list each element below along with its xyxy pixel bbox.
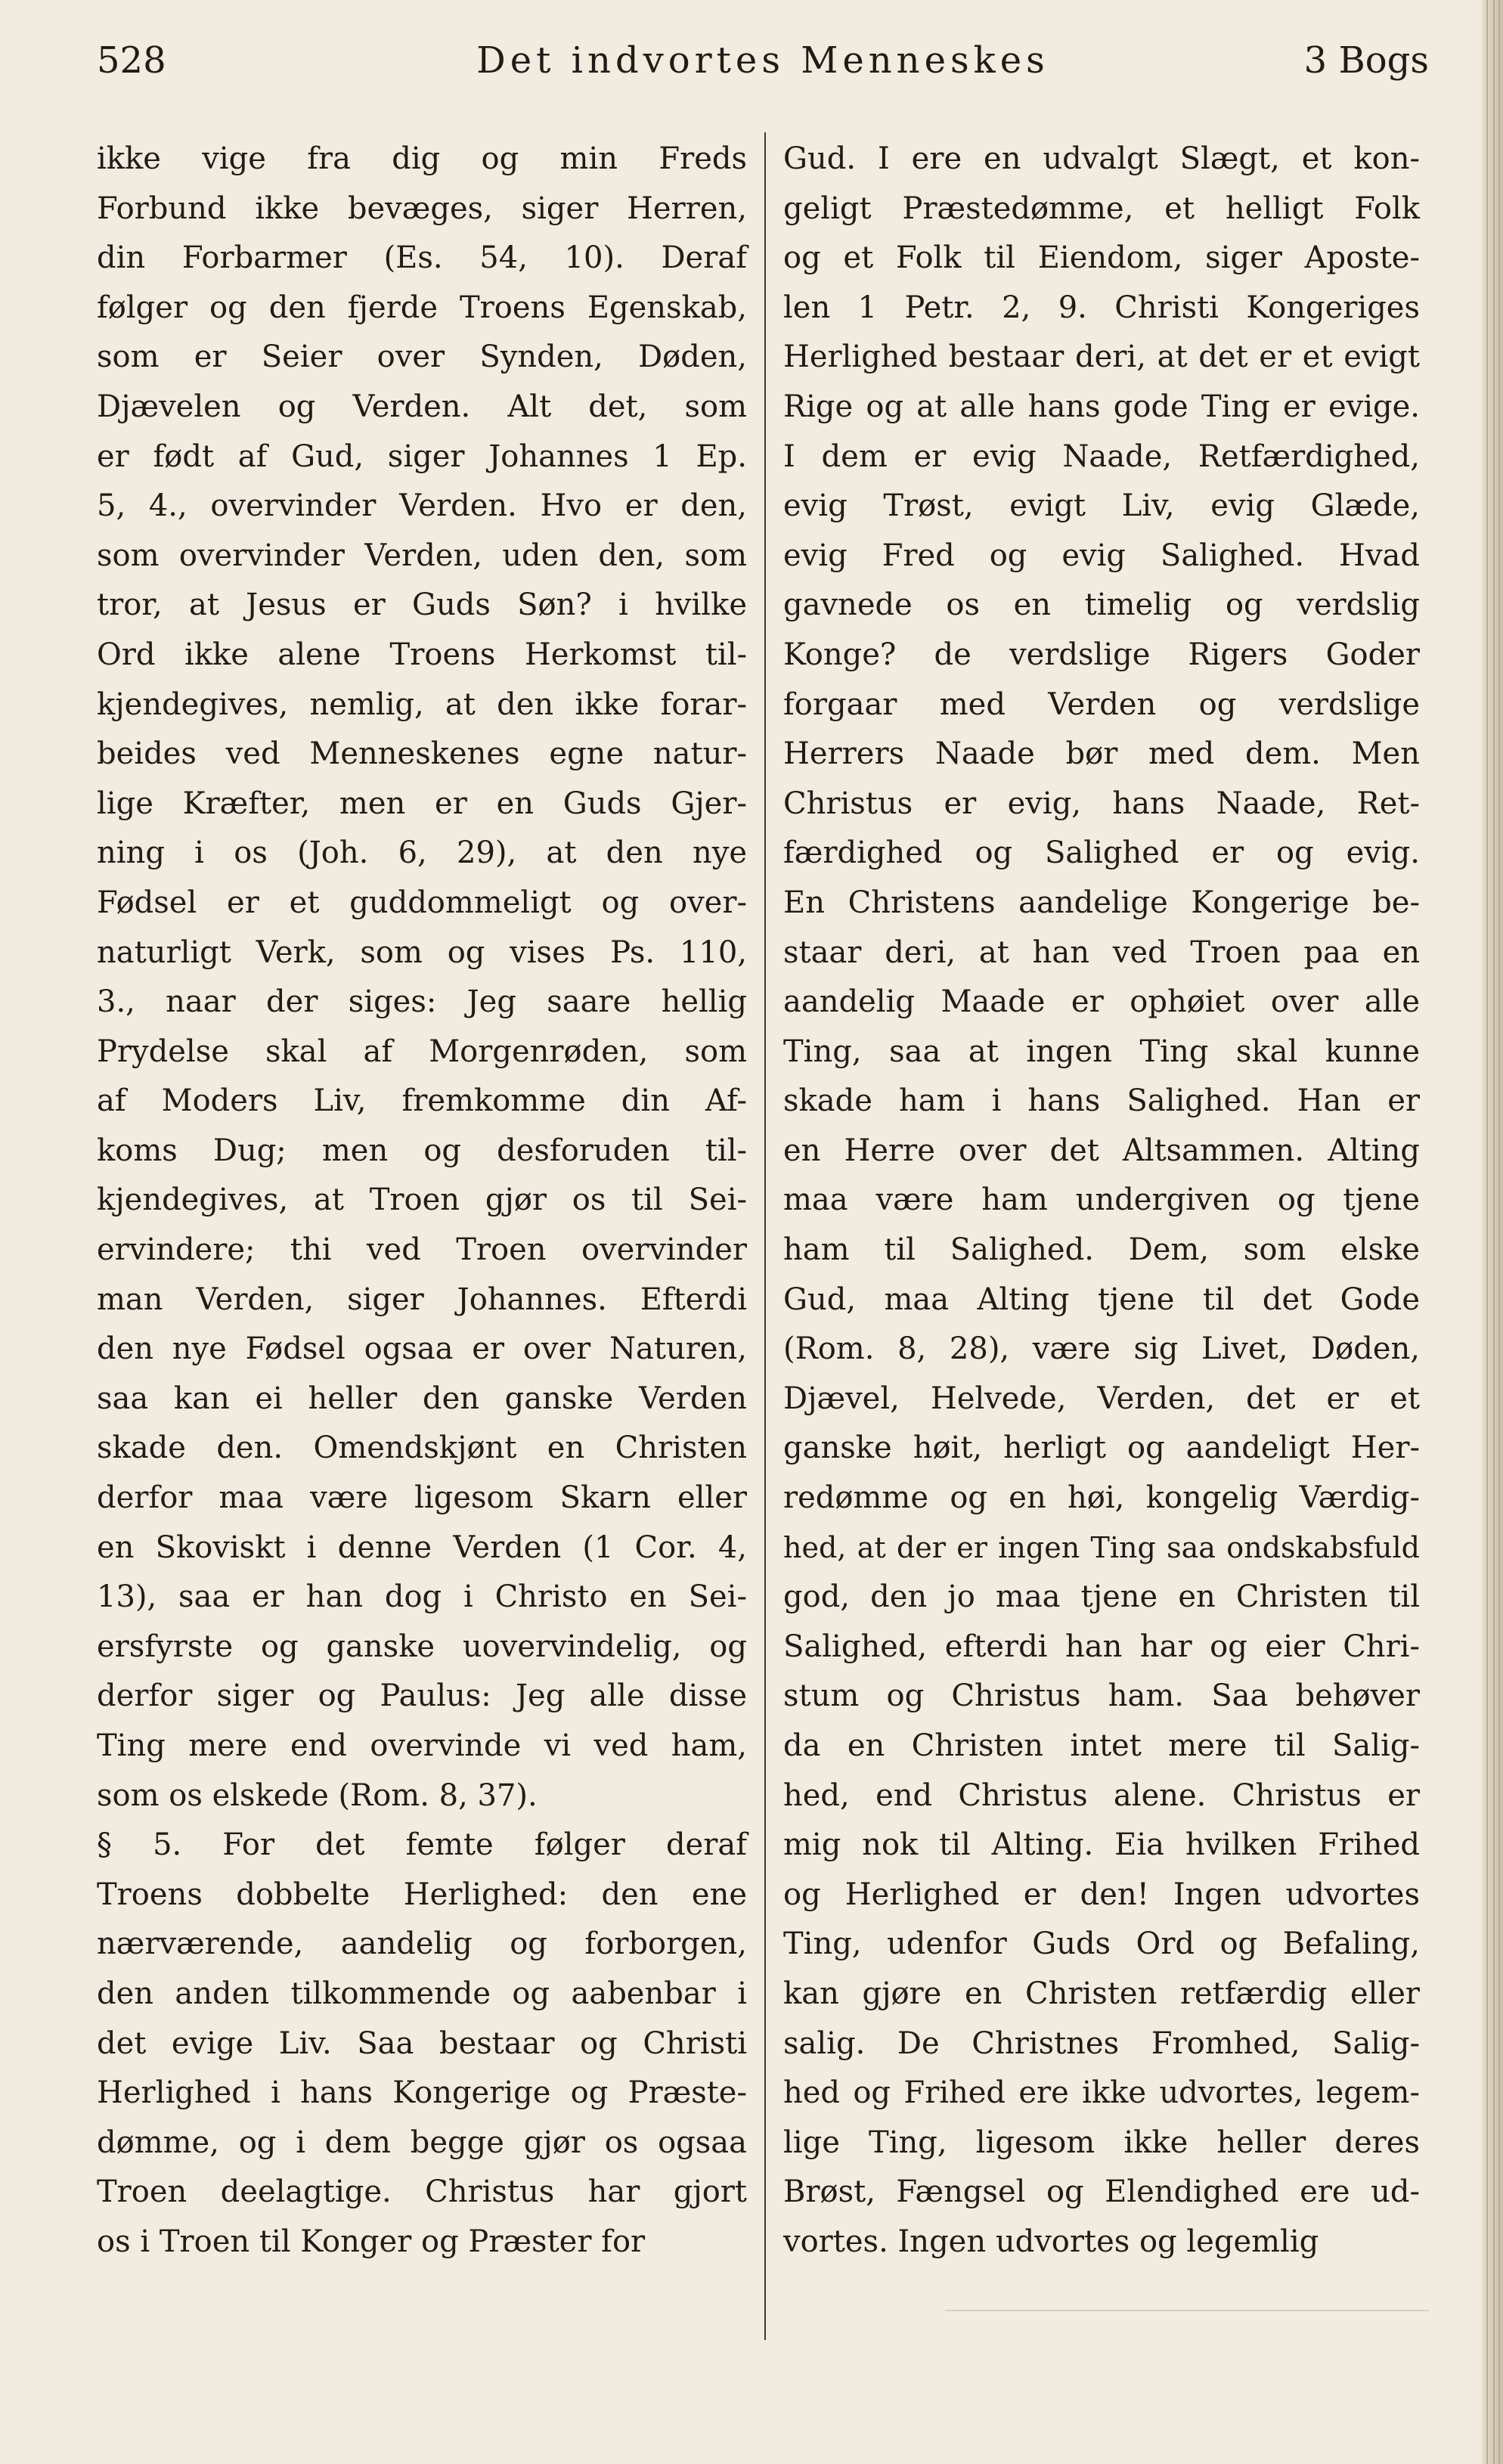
text-line: (Rom. 8, 28), være sig Livet, Døden, <box>783 1331 1420 1367</box>
text-line: beides ved Menneskenes egne natur- <box>97 736 747 772</box>
text-line: den anden tilkommende og aabenbar i <box>97 1976 747 2011</box>
text-line: En Christens aandelige Kongerige be- <box>783 885 1420 920</box>
running-book: 3 Bogs <box>1303 39 1429 82</box>
text-line: stum og Christus ham. Saa behøver <box>783 1678 1420 1714</box>
text-line: kjendegives, at Troen gjør os til Sei- <box>97 1182 747 1218</box>
text-line: Rige og at alle hans gode Ting er evige. <box>783 389 1420 424</box>
text-line: skade den. Omendskjønt en Christen <box>97 1430 747 1466</box>
text-line: forgaar med Verden og verdslige <box>783 687 1420 722</box>
text-line: 13), saa er han dog i Christo en Sei- <box>97 1579 747 1615</box>
text-line: mig nok til Alting. Eia hvilken Frihed <box>783 1827 1420 1863</box>
right-column <box>783 135 1420 2267</box>
text-line: Herrers Naade bør med dem. Men <box>783 736 1420 772</box>
text-line: Ting, udenfor Guds Ord og Befaling, <box>783 1926 1420 1962</box>
text-line: gavnede os en timelig og verdslig <box>783 587 1420 623</box>
text-line: Ord ikke alene Troens Herkomst til- <box>97 637 747 672</box>
text-line: len 1 Petr. 2, 9. Christi Kongeriges <box>783 290 1420 325</box>
text-line: som er Seier over Synden, Døden, <box>97 339 747 375</box>
text-line: os i Troen til Konger og Præster for <box>97 2224 646 2259</box>
text-line: maa være ham undergiven og tjene <box>783 1182 1420 1218</box>
text-line: redømme og en høi, kongelig Værdig- <box>783 1480 1420 1516</box>
text-line: lige Kræfter, men er en Guds Gjer- <box>97 786 747 821</box>
text-line: kan gjøre en Christen retfærdig eller <box>783 1976 1420 2011</box>
text-line: som os elskede (Rom. 8, 37). <box>97 1777 538 1813</box>
text-line: derfor maa være ligesom Skarn eller <box>97 1480 747 1516</box>
text-line: Djævel, Helvede, Verden, det er et <box>783 1381 1420 1416</box>
text-line: Fødsel er et guddommeligt og over- <box>97 885 747 920</box>
text-line: § 5. For det femte følger deraf <box>97 1827 747 1863</box>
text-line: 5, 4., overvinder Verden. Hvo er den, <box>97 488 747 524</box>
text-line: en Skoviskt i denne Verden (1 Cor. 4, <box>97 1530 747 1565</box>
text-line: ersfyrste og ganske uovervindelig, og <box>97 1629 747 1664</box>
page-stain <box>945 2310 1429 2372</box>
text-line: evig Fred og evig Salighed. Hvad <box>783 538 1420 573</box>
text-line: salig. De Christnes Fromhed, Salig- <box>783 2025 1420 2061</box>
text-line: Troens dobbelte Herlighed: den ene <box>97 1877 747 1912</box>
running-title: Det indvortes Menneskes <box>476 39 1049 82</box>
text-line: Djævelen og Verden. Alt det, som <box>97 389 747 424</box>
text-line: 3., naar der siges: Jeg saare hellig <box>97 984 747 1020</box>
text-line: derfor siger og Paulus: Jeg alle disse <box>97 1678 747 1714</box>
text-line: saa kan ei heller den ganske Verden <box>97 1381 747 1416</box>
text-line: ganske høit, herligt og aandeligt Her- <box>783 1430 1420 1466</box>
text-line: Forbund ikke bevæges, siger Herren, <box>97 191 747 226</box>
text-line: som overvinder Verden, uden den, som <box>97 538 747 573</box>
text-line: naturligt Verk, som og vises Ps. 110, <box>97 934 747 970</box>
page-number: 528 <box>97 39 166 82</box>
text-line: ning i os (Joh. 6, 29), at den nye <box>97 835 747 871</box>
text-line: Gud. I ere en udvalgt Slægt, et kon- <box>783 141 1420 176</box>
text-line: hed, at der er ingen Ting saa ondskabsfuld <box>783 1530 1420 1564</box>
text-line: hed og Frihed ere ikke udvortes, legem- <box>783 2075 1420 2111</box>
text-line: geligt Præstedømme, et helligt Folk <box>783 191 1420 226</box>
text-line: og et Folk til Eiendom, siger Aposte- <box>783 240 1420 276</box>
text-line: en Herre over det Altsammen. Alting <box>783 1133 1420 1168</box>
text-line: Christus er evig, hans Naade, Ret- <box>783 786 1420 821</box>
text-line: tror, at Jesus er Guds Søn? i hvilke <box>97 587 747 623</box>
page-header <box>97 36 1429 89</box>
text-line: færdighed og Salighed er og evig. <box>783 835 1420 871</box>
text-line: evig Trøst, evigt Liv, evig Glæde, <box>783 488 1420 524</box>
text-line: Ting, saa at ingen Ting skal kunne <box>783 1034 1420 1069</box>
text-line: kjendegives, nemlig, at den ikke forar- <box>97 687 747 722</box>
text-line: aandelig Maade er ophøiet over alle <box>783 984 1420 1020</box>
text-line: din Forbarmer (Es. 54, 10). Deraf <box>97 240 747 276</box>
left-column <box>97 135 747 2267</box>
text-line: det evige Liv. Saa bestaar og Christi <box>97 2025 747 2061</box>
text-line: skade ham i hans Salighed. Han er <box>783 1083 1420 1119</box>
text-line: følger og den fjerde Troens Egenskab, <box>97 290 747 325</box>
text-line: dømme, og i dem begge gjør os ogsaa <box>97 2125 747 2160</box>
text-line: Herlighed i hans Kongerige og Præste- <box>97 2075 747 2111</box>
text-line: lige Ting, ligesom ikke heller deres <box>783 2125 1420 2160</box>
text-line: den nye Fødsel ogsaa er over Naturen, <box>97 1331 747 1367</box>
text-line: ikke vige fra dig og min Freds <box>97 141 747 176</box>
text-line: I dem er evig Naade, Retfærdighed, <box>783 439 1420 474</box>
text-line: staar deri, at han ved Troen paa en <box>783 934 1420 970</box>
text-line: vortes. Ingen udvortes og legemlig <box>783 2224 1319 2259</box>
text-line: Konge? de verdslige Rigers Goder <box>783 637 1420 672</box>
text-line: ervindere; thi ved Troen overvinder <box>97 1232 747 1268</box>
text-line: Brøst, Fængsel og Elendighed ere ud- <box>783 2174 1420 2210</box>
column-divider <box>764 132 766 2340</box>
text-line: Prydelse skal af Morgenrøden, som <box>97 1034 747 1069</box>
text-line: Gud, maa Alting tjene til det Gode <box>783 1282 1420 1317</box>
text-line: ham til Salighed. Dem, som elske <box>783 1232 1420 1268</box>
text-line: er født af Gud, siger Johannes 1 Ep. <box>97 439 747 474</box>
text-line: koms Dug; men og desforuden til- <box>97 1133 747 1168</box>
text-line: da en Christen intet mere til Salig- <box>783 1728 1420 1763</box>
text-line: Troen deelagtige. Christus har gjort <box>97 2174 747 2210</box>
text-line: og Herlighed er den! Ingen udvortes <box>783 1877 1420 1912</box>
text-line: hed, end Christus alene. Christus er <box>783 1777 1420 1813</box>
text-line: Salighed, efterdi han har og eier Chri- <box>783 1629 1420 1664</box>
text-line: god, den jo maa tjene en Christen til <box>783 1579 1420 1615</box>
text-line: af Moders Liv, fremkomme din Af- <box>97 1083 747 1119</box>
text-line: nærværende, aandelig og forborgen, <box>97 1926 747 1962</box>
page-edge <box>1482 0 1503 2464</box>
text-line: man Verden, siger Johannes. Efterdi <box>97 1282 747 1317</box>
text-line: Ting mere end overvinde vi ved ham, <box>97 1728 747 1763</box>
text-line: Herlighed bestaar deri, at det er et evigt <box>783 339 1420 375</box>
